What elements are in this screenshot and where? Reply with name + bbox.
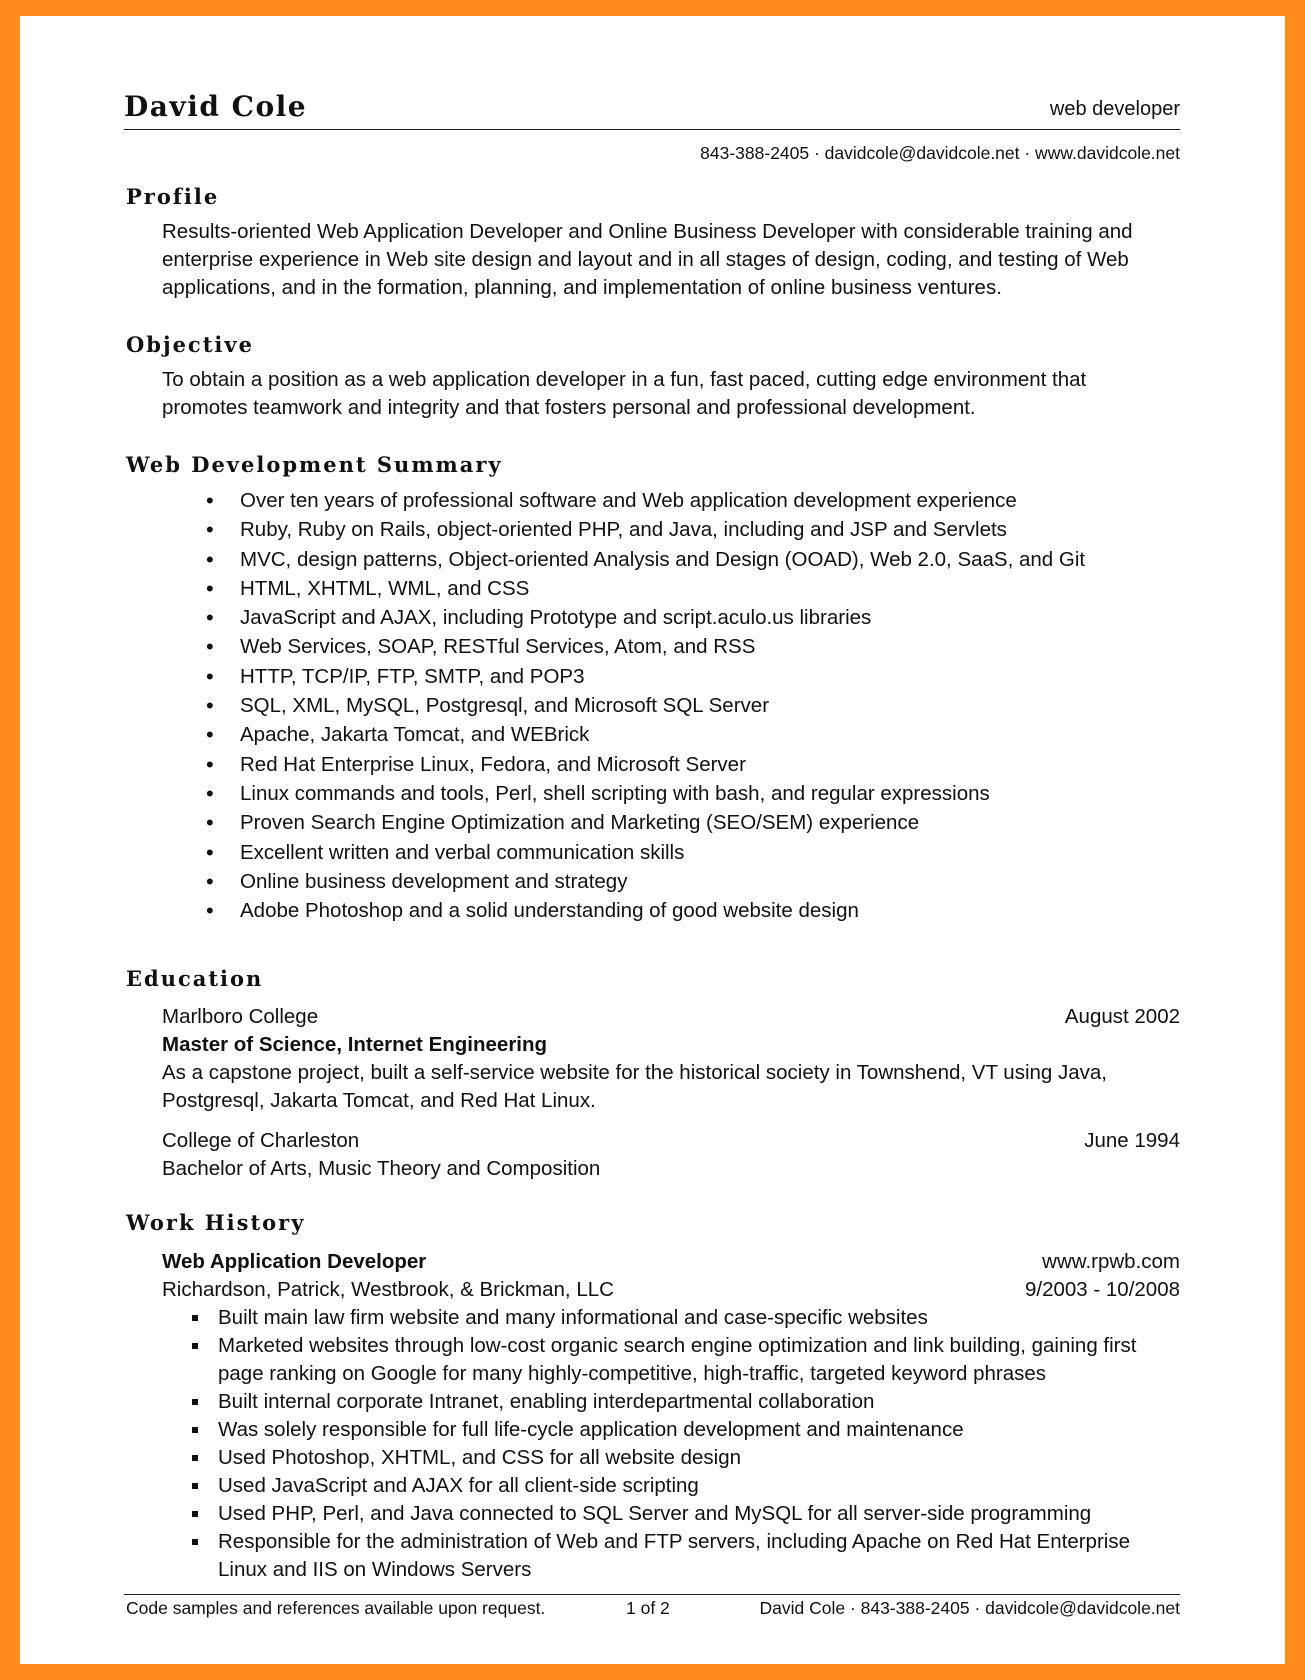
list-item: • Ruby, Ruby on Rails, object-oriented PHP, and Java, including and JSP and Servlets xyxy=(162,515,1172,544)
list-item: Used Photoshop, XHTML, and CSS for all website design xyxy=(162,1444,1182,1472)
degree: Bachelor of Arts, Music Theory and Composition xyxy=(162,1157,601,1180)
list-item: • Proven Search Engine Optimization and Marketing (SEO/SEM) experience xyxy=(162,808,1172,837)
footer-contact: David Cole · 843-388-2405 · davidcole@davidcole.net xyxy=(759,1598,1180,1618)
list-item: • SQL, XML, MySQL, Postgresql, and Microsoft SQL Server xyxy=(162,691,1172,720)
profile-heading: Profile xyxy=(126,184,220,209)
list-item: • Apache, Jakarta Tomcat, and WEBrick xyxy=(162,720,1172,749)
candidate-name: David Cole xyxy=(124,90,308,123)
list-item: Responsible for the administration of Web and FTP servers, including Apache on Red Hat Enterprise Linux and IIS on Windows Servers xyxy=(162,1528,1182,1584)
objective-text xyxy=(162,366,1177,422)
skills-list xyxy=(162,486,1172,925)
list-item: • Over ten years of professional software and Web application development experience xyxy=(162,486,1172,515)
capstone-note-line: As a capstone project, built a self-service website for the historical society in Townshend, VT using Java, xyxy=(162,1061,1107,1084)
graduation-date: June 1994 xyxy=(1084,1129,1180,1152)
profile-line: Results-oriented Web Application Developer and Online Business Developer with considerable training and xyxy=(162,220,1133,243)
list-item: • Excellent written and verbal communication skills xyxy=(162,838,1172,867)
work-heading: Work History xyxy=(126,1210,306,1235)
footer-note: Code samples and references available upon request. xyxy=(126,1598,546,1618)
contact-info: 843-388-2405 · davidcole@davidcole.net · www.davidcole.net xyxy=(700,143,1180,163)
list-item: • JavaScript and AJAX, including Prototype and script.aculo.us libraries xyxy=(162,603,1172,632)
list-item: • HTTP, TCP/IP, FTP, SMTP, and POP3 xyxy=(162,662,1172,691)
education-heading: Education xyxy=(126,966,264,991)
list-item: • Linux commands and tools, Perl, shell scripting with bash, and regular expressions xyxy=(162,779,1172,808)
list-item: • HTML, XHTML, WML, and CSS xyxy=(162,574,1172,603)
list-item: Used PHP, Perl, and Java connected to SQL Server and MySQL for all server-side programming xyxy=(162,1500,1182,1528)
list-item: Was solely responsible for full life-cycle application development and maintenance xyxy=(162,1416,1182,1444)
list-item: • Web Services, SOAP, RESTful Services, Atom, and RSS xyxy=(162,632,1172,661)
resume-page xyxy=(20,16,1285,1664)
footer-divider xyxy=(124,1594,1180,1595)
summary-heading: Web Development Summary xyxy=(126,452,503,477)
page-number: 1 of 2 xyxy=(626,1598,670,1618)
list-item: Marketed websites through low-cost organic search engine optimization and link building, gaining first page ranking on Google for many highly-competitive, high-traffic, targeted keyword phrases xyxy=(162,1332,1182,1388)
company-name: Richardson, Patrick, Westbrook, & Brickman, LLC xyxy=(162,1278,614,1301)
list-item: Built internal corporate Intranet, enabling interdepartmental collaboration xyxy=(162,1388,1182,1416)
role-title: Web Application Developer xyxy=(162,1250,427,1273)
graduation-date: August 2002 xyxy=(1064,1005,1180,1028)
list-item: Used JavaScript and AJAX for all client-side scripting xyxy=(162,1472,1182,1500)
school-name: Marlboro College xyxy=(162,1005,319,1028)
job-title: web developer xyxy=(1049,98,1180,120)
work-entry-header xyxy=(162,1248,1180,1276)
objective-line: To obtain a position as a web application developer in a fun, fast paced, cutting edge environment that xyxy=(162,368,1087,391)
education-entry-1 xyxy=(162,1003,1180,1031)
capstone-note-line: Postgresql, Jakarta Tomcat, and Red Hat Linux. xyxy=(162,1089,596,1112)
list-item: • MVC, design patterns, Object-oriented Analysis and Design (OOAD), Web 2.0, SaaS, and Git xyxy=(162,545,1172,574)
duties-list xyxy=(162,1304,1182,1584)
company-website: www.rpwb.com xyxy=(1042,1250,1180,1273)
objective-line: promotes teamwork and integrity and that fosters personal and professional development. xyxy=(162,396,976,419)
profile-line: applications, and in the formation, planning, and implementation of online business ventures. xyxy=(162,276,1002,299)
work-entry-company xyxy=(162,1276,1180,1304)
list-item: • Red Hat Enterprise Linux, Fedora, and Microsoft Server xyxy=(162,750,1172,779)
list-item: • Online business development and strategy xyxy=(162,867,1172,896)
school-name: College of Charleston xyxy=(162,1129,360,1152)
employment-dates: 9/2003 - 10/2008 xyxy=(1024,1278,1180,1301)
education-entry-2 xyxy=(162,1127,1180,1155)
degree: Master of Science, Internet Engineering xyxy=(162,1033,548,1056)
list-item: Built main law firm website and many informational and case-specific websites xyxy=(162,1304,1182,1332)
page-footer xyxy=(124,1598,1180,1619)
header-divider xyxy=(124,129,1180,130)
list-item: • Adobe Photoshop and a solid understanding of good website design xyxy=(162,896,1172,925)
profile-text xyxy=(162,218,1177,302)
profile-line: enterprise experience in Web site design and layout and in all stages of design, coding, and testing of Web xyxy=(162,248,1129,271)
objective-heading: Objective xyxy=(126,332,254,357)
